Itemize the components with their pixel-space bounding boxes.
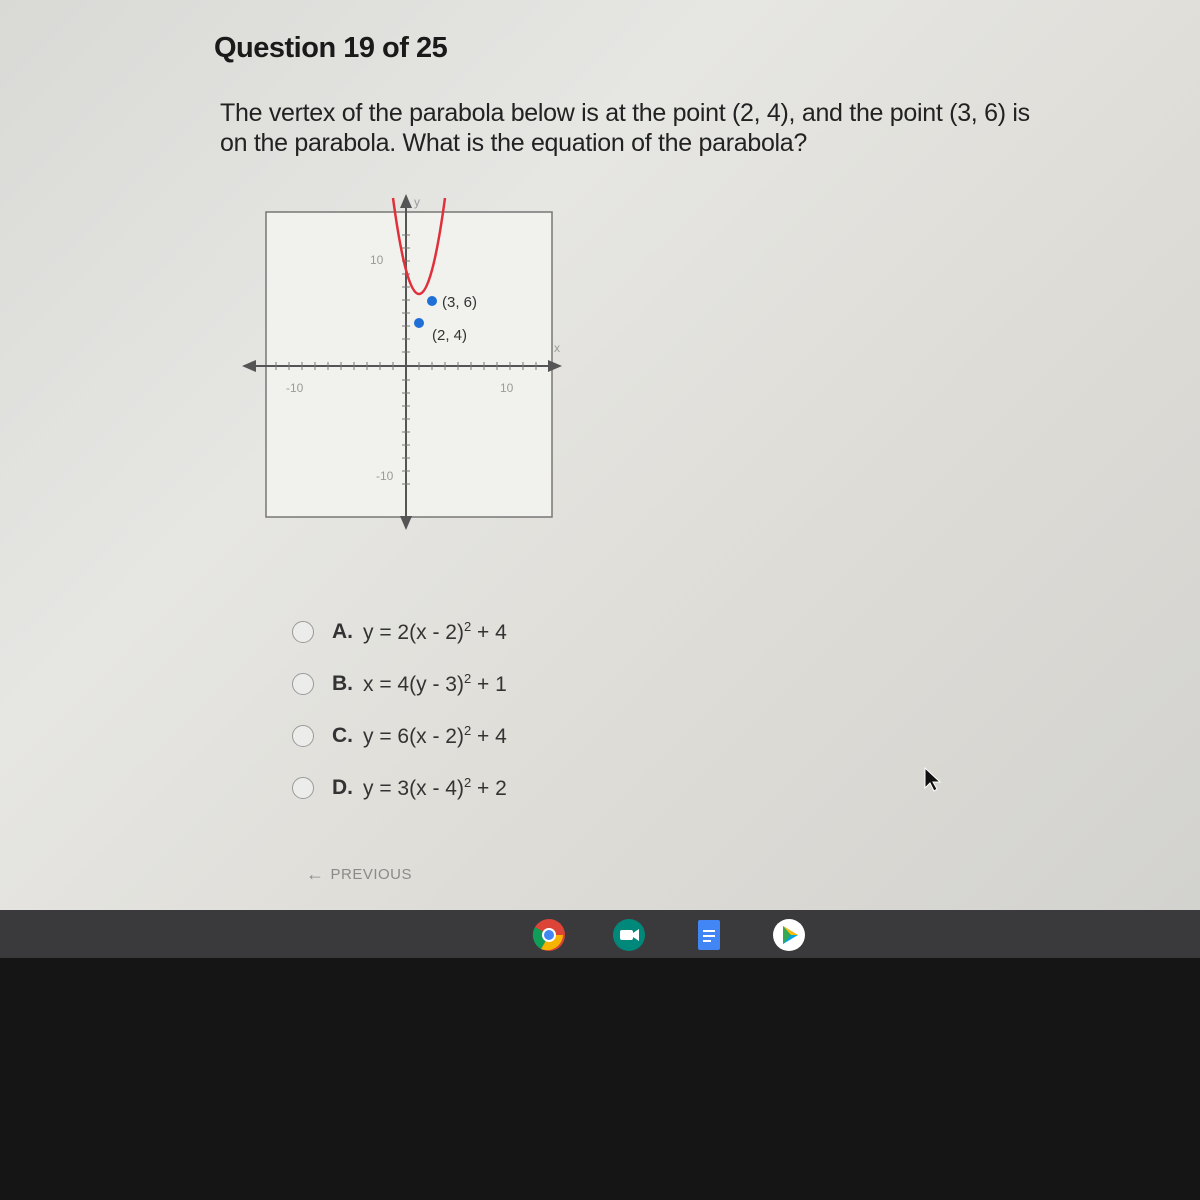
choice-d[interactable] xyxy=(292,762,507,814)
laptop-bezel xyxy=(0,958,1200,1200)
point-a xyxy=(427,296,437,306)
answer-choices xyxy=(292,606,507,814)
meet-icon[interactable] xyxy=(612,918,646,952)
point-a-label: (3, 6) xyxy=(442,294,478,311)
choice-c[interactable] xyxy=(292,710,507,762)
radio-b[interactable] xyxy=(292,673,314,695)
question-counter: Question 19 of 25 xyxy=(214,32,448,64)
tick-x-neg: -10 xyxy=(286,381,304,395)
choice-a[interactable] xyxy=(292,606,507,658)
tick-x-pos: 10 xyxy=(500,381,514,395)
radio-d[interactable] xyxy=(292,777,314,799)
choice-equation: y = 6(x - 2)$^2$ + 4 xyxy=(363,723,507,748)
question-prompt: The vertex of the parabola below is at the point (2, 4), and the point (3, 6) is on the parabola. What is the equation of the parabola? xyxy=(220,99,1030,157)
choice-b[interactable] xyxy=(292,658,507,710)
x-axis-label: x xyxy=(554,341,560,355)
play-store-icon[interactable] xyxy=(772,918,806,952)
y-axis-arrow-bottom xyxy=(400,516,412,530)
tick-y-neg: -10 xyxy=(376,469,394,483)
os-shelf xyxy=(0,910,1200,958)
chrome-icon[interactable] xyxy=(532,918,566,952)
choice-letter: A. xyxy=(332,620,353,643)
tick-y-pos: 10 xyxy=(370,253,384,267)
x-axis-arrow-right xyxy=(548,360,562,372)
point-b xyxy=(414,318,424,328)
choice-equation: y = 2(x - 2)$^2$ + 4 xyxy=(363,619,507,644)
point-b-label: (2, 4) xyxy=(432,327,468,344)
y-axis-arrow-top xyxy=(400,194,412,208)
radio-a[interactable] xyxy=(292,621,314,643)
radio-c[interactable] xyxy=(292,725,314,747)
y-axis-label: y xyxy=(414,195,420,209)
mouse-cursor-icon xyxy=(922,766,944,792)
choice-equation: y = 3(x - 4)$^2$ + 2 xyxy=(363,775,507,800)
choice-letter: B. xyxy=(332,672,353,695)
previous-button[interactable] xyxy=(306,864,412,885)
parabola-graph xyxy=(236,190,576,535)
docs-icon[interactable] xyxy=(692,918,726,952)
x-axis-arrow-left xyxy=(242,360,256,372)
previous-label: PREVIOUS xyxy=(330,866,413,883)
choice-equation: x = 4(y - 3)$^2$ + 1 xyxy=(363,671,507,696)
choice-letter: D. xyxy=(332,776,353,799)
arrow-left-icon: ← xyxy=(306,864,325,884)
choice-letter: C. xyxy=(332,724,353,747)
